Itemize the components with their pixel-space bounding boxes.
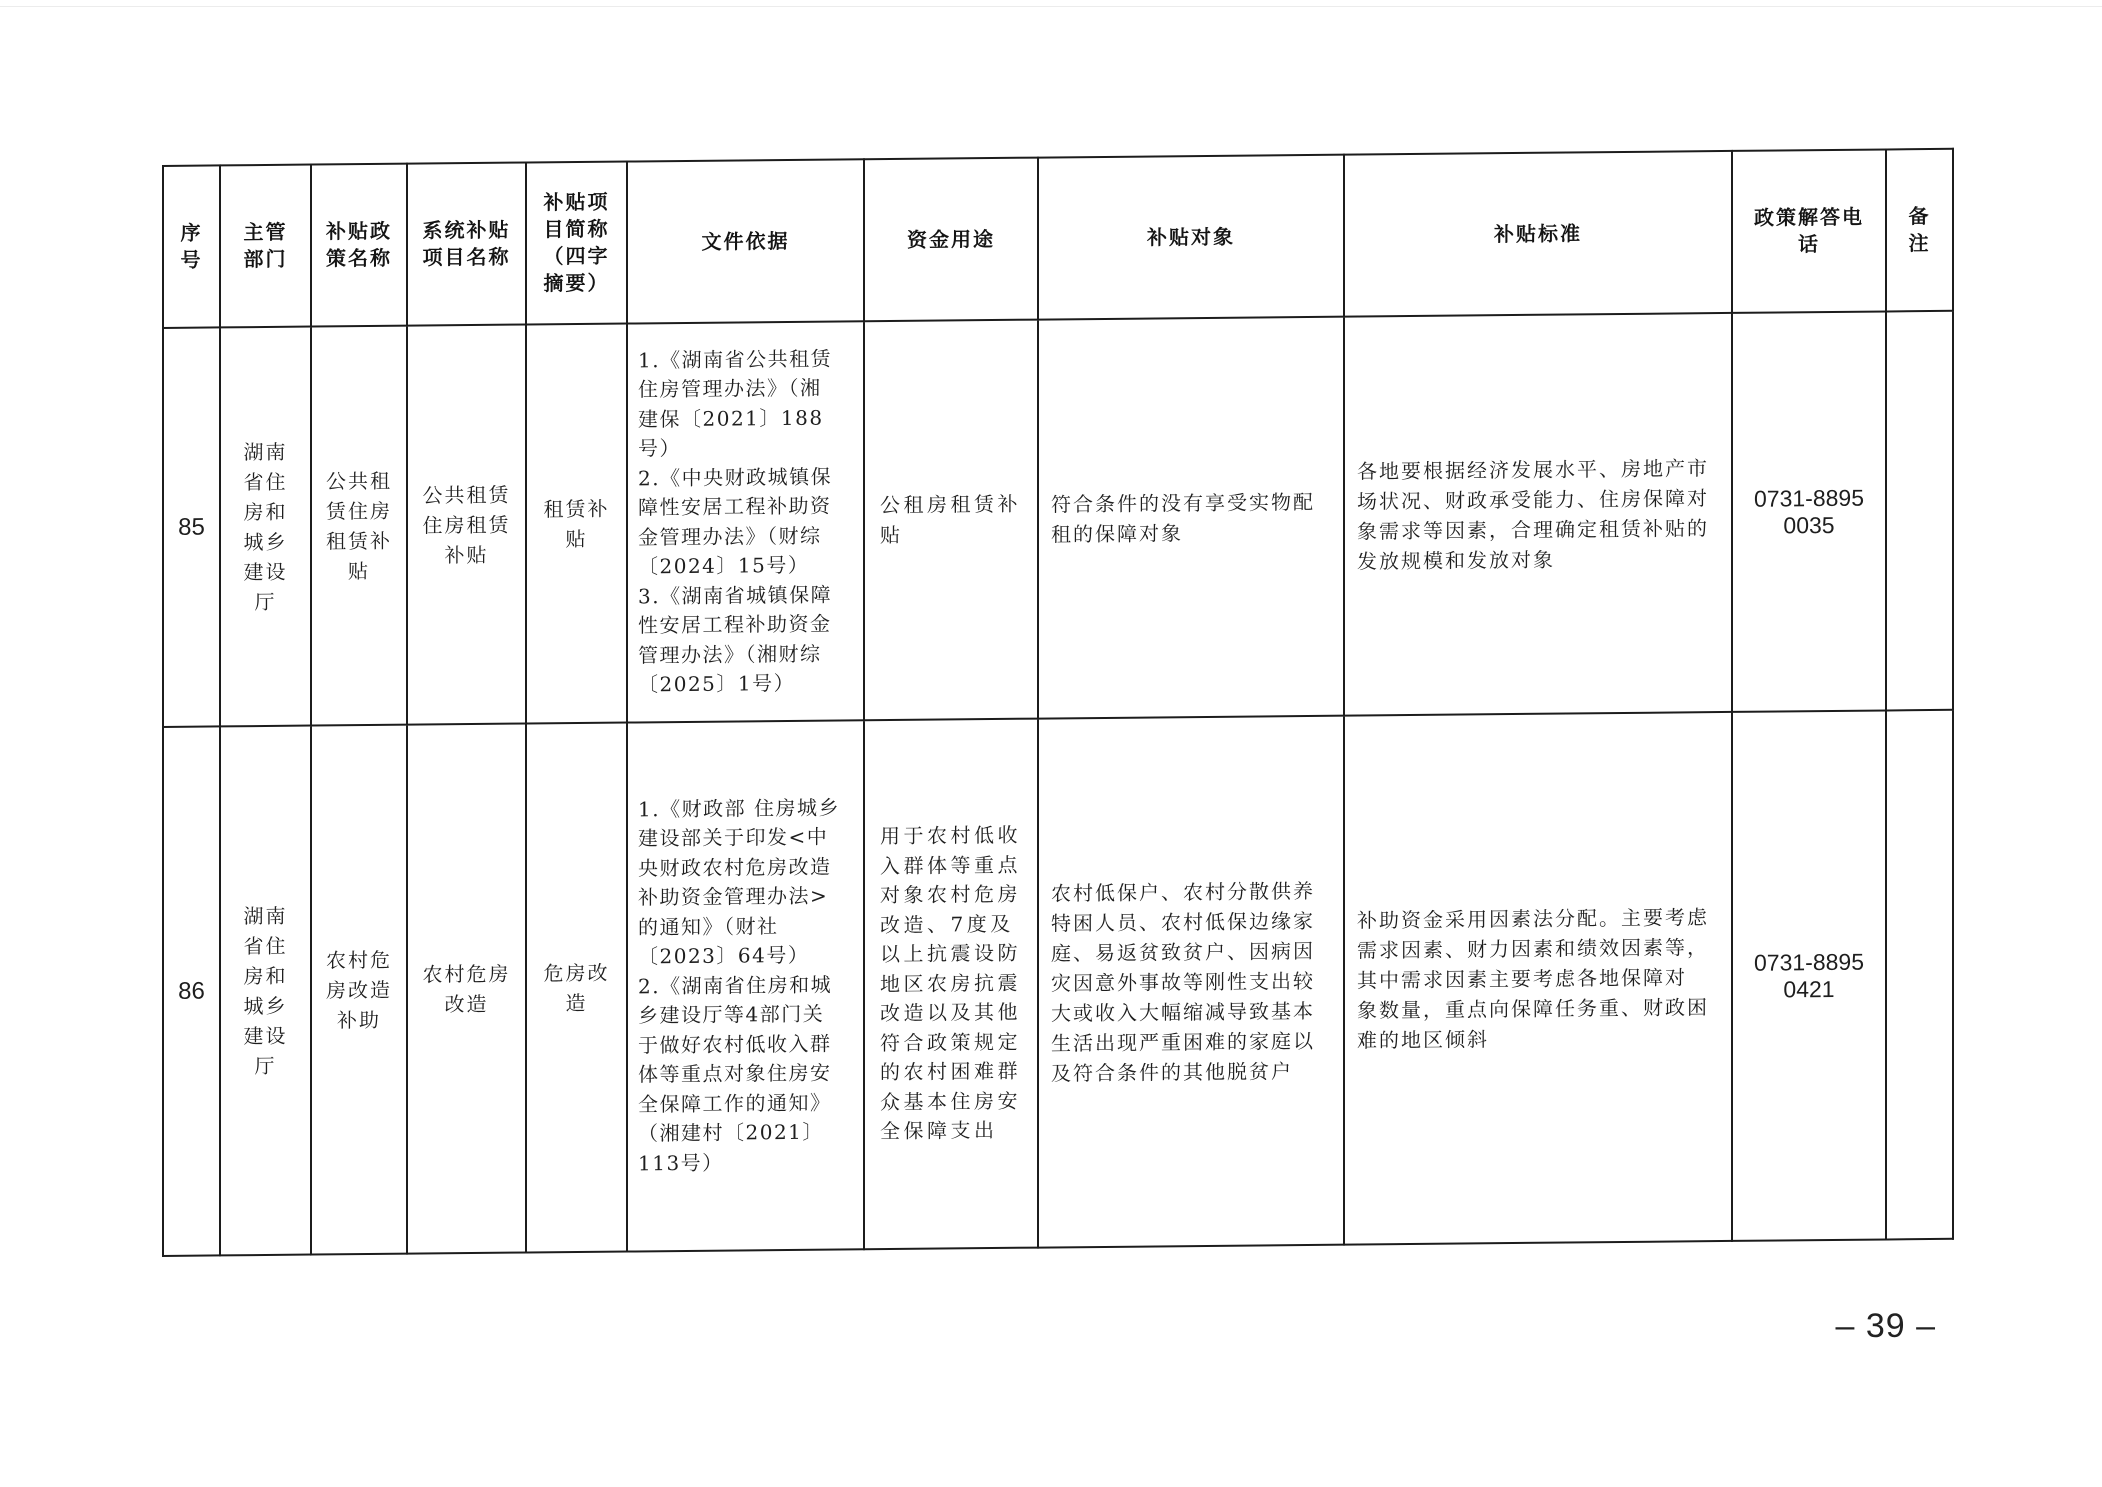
page-number: – 39 –	[1835, 1307, 1936, 1345]
cell-department: 湖南 省住 房和 城乡 建设 厅	[220, 726, 311, 1256]
cell-department: 湖南 省住 房和 城乡 建设 厅	[220, 327, 311, 727]
header-department: 主管 部门	[220, 165, 311, 328]
cell-short-name: 租赁补 贴	[526, 324, 627, 724]
table-body	[163, 149, 1953, 1256]
cell-basis: 1.《湖南省公共租赁 住房管理办法》（湘 建保〔2021〕188 号） 2.《中央财政城镇保 障性安居工程补助资 金管理办法》（财综 〔2024〕15号） 3.《湖南省城镇保障 性安居工程补助资金 管理办法》（湘财综 〔2025〕1号）	[627, 321, 864, 722]
header-system-item-name: 系统补贴 项目名称	[407, 163, 526, 326]
cell-seq: 86	[163, 726, 220, 1256]
cell-standard: 各地要根据经济发展水平、房地产市 场状况、财政承受能力、住房保障对 象需求等因素，合理确定租赁补贴的 发放规模和发放对象	[1344, 313, 1732, 716]
cell-seq: 85	[163, 327, 220, 727]
header-fund-use: 资金用途	[864, 158, 1038, 322]
table-header-row	[163, 149, 1953, 328]
cell-phone: 0731-8895 0421	[1732, 710, 1886, 1240]
cell-remark	[1886, 311, 1953, 711]
cell-short-name: 危房改 造	[526, 723, 627, 1253]
cell-target: 符合条件的没有享受实物配 租的保障对象	[1038, 317, 1344, 719]
cell-target: 农村低保户、农村分散供养 特困人员、农村低保边缘家 庭、易返贫致贫户、因病因 灾因意外事故等刚性支出较 大或收入大幅缩减导致基本 生活出现严重困难的家庭以 及符合条件的其他脱贫户	[1038, 716, 1344, 1248]
header-basis: 文件依据	[627, 159, 864, 323]
cell-fund-use: 公租房租赁补 贴	[864, 320, 1038, 721]
cell-standard: 补助资金采用因素法分配。主要考虑 需求因素、财力因素和绩效因素等， 其中需求因素主要考虑各地保障对 象数量，重点向保障任务重、财政困 难的地区倾斜	[1344, 712, 1732, 1245]
header-target: 补贴对象	[1038, 155, 1344, 320]
cell-fund-use: 用于农村低收 入群体等重点 对象农村危房 改造、7度及 以上抗震设防 地区农房抗震 改造以及其他 符合政策规定 的农村困难群 众基本住房安 全保障支出	[864, 719, 1038, 1250]
subsidy-table	[162, 148, 1954, 1257]
cell-basis: 1.《财政部 住房城乡 建设部关于印发<中 央财政农村危房改造 补助资金管理办法> 的通知》（财社 〔2023〕64号） 2.《湖南省住房和城 乡建设厅等4部门关 于做好农村低收入群 体等重点对象住房安 全保障工作的通知》 （湘建村〔2021〕 113号）	[627, 720, 864, 1251]
table-row	[163, 710, 1953, 1256]
cell-remark	[1886, 710, 1953, 1240]
header-remark: 备 注	[1886, 149, 1953, 312]
header-phone: 政策解答电 话	[1732, 149, 1886, 312]
cell-system-item-name: 农村危房 改造	[407, 724, 526, 1254]
scan-edge-line	[0, 6, 2102, 7]
header-short-name: 补贴项 目简称 （四字 摘要）	[526, 162, 627, 325]
cell-policy-name: 公共租 赁住房 租赁补 贴	[311, 326, 407, 726]
cell-policy-name: 农村危 房改造 补助	[311, 725, 407, 1255]
table-row	[163, 311, 1953, 727]
header-standard: 补贴标准	[1344, 151, 1732, 317]
header-seq: 序 号	[163, 165, 220, 328]
cell-system-item-name: 公共租赁 住房租赁 补贴	[407, 325, 526, 725]
header-policy-name: 补贴政 策名称	[311, 164, 407, 327]
cell-phone: 0731-8895 0035	[1732, 311, 1886, 711]
